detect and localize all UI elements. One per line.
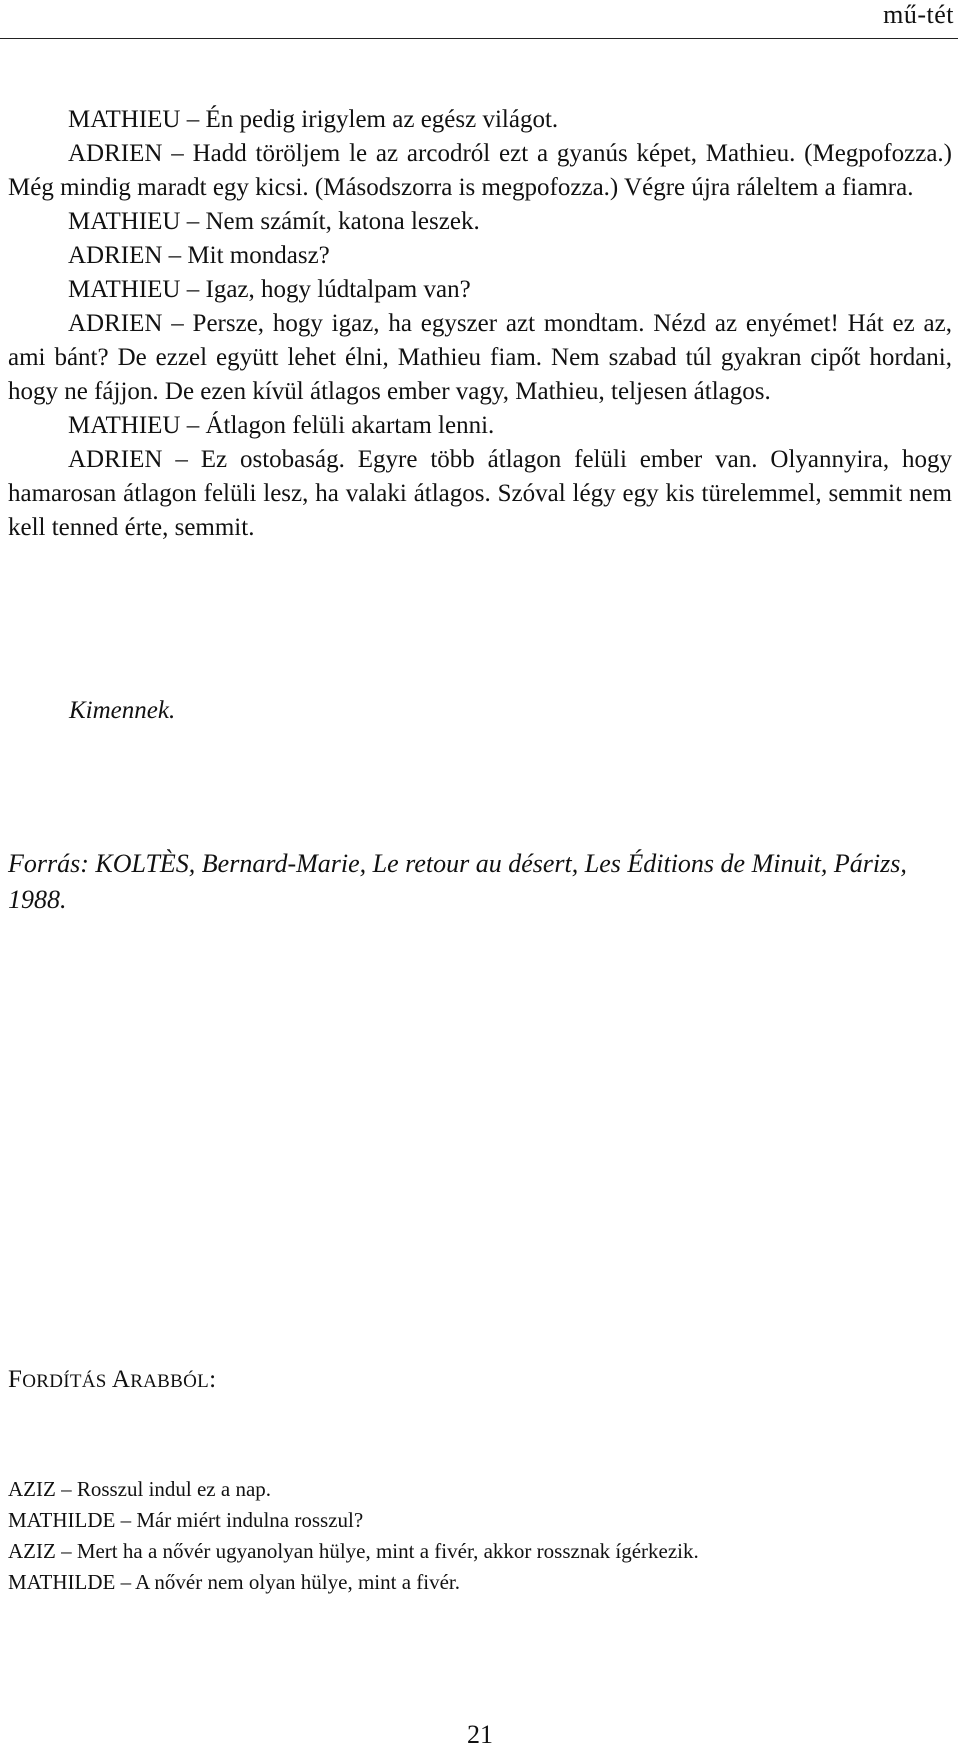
- translation-line: AZIZ – Rosszul indul ez a nap.: [8, 1477, 272, 1501]
- heading-initial-2: A: [111, 1366, 131, 1393]
- dialogue-line: ADRIEN – Ez ostobaság. Egyre több átlagon felüli ember van. Olyannyira, hogy hamarosan átlagon felüli lesz, ha valaki átlagos. Szóval légy egy kis türelemmel, semmit nem kell tenned érte, semmit.: [8, 446, 952, 541]
- dialogue-line: MATHIEU – Átlagon felüli akartam lenni.: [68, 412, 495, 439]
- dialogue-block: [8, 103, 952, 545]
- page-number: 21: [467, 1720, 493, 1749]
- dialogue-line: ADRIEN – Mit mondasz?: [68, 242, 330, 269]
- section-heading: [8, 1366, 216, 1394]
- journal-title: mű-tét: [883, 0, 954, 29]
- dialogue-line: MATHIEU – Én pedig irigylem az egész világot.: [68, 106, 559, 133]
- translation-line: MATHILDE – Már miért indulna rosszul?: [8, 1508, 364, 1532]
- translation-line: MATHILDE – A nővér nem olyan hülye, mint a fivér.: [8, 1570, 461, 1594]
- heading-rest-2: RABBÓL: [130, 1371, 210, 1392]
- dialogue-line: ADRIEN – Persze, hogy igaz, ha egyszer azt mondtam. Nézd az enyémet! Hát ez az, ami bánt? De ezzel együtt lehet élni, Mathieu fiam. Nem szabad túl gyakran cipőt hordani, hogy ne fájjon. De ezen kívül átlagos ember vagy, Mathieu, teljesen átlagos.: [8, 310, 952, 405]
- running-header: [0, 0, 958, 39]
- translation-line: AZIZ – Mert ha a nővér ugyanolyan hülye, mint a fivér, akkor rossznak ígérkezik.: [8, 1539, 699, 1563]
- translation-block: [8, 1474, 808, 1598]
- stage-direction: Kimennek.: [69, 697, 176, 724]
- source-citation: Forrás: KOLTÈS, Bernard-Marie, Le retour au désert, Les Éditions de Minuit, Párizs, 1988.: [8, 849, 907, 914]
- dialogue-line: ADRIEN – Hadd töröljem le az arcodról ezt a gyanús képet, Mathieu. (Megpofozza.) Még mindig maradt egy kicsi. (Másodszorra is megpofozza.) Végre újra ráleltem a fiamra.: [8, 140, 952, 201]
- heading-colon: :: [209, 1366, 217, 1393]
- heading-initial-1: F: [8, 1366, 23, 1393]
- dialogue-line: MATHIEU – Nem számít, katona leszek.: [68, 208, 480, 235]
- heading-rest-1: ORDÍTÁS: [22, 1371, 107, 1392]
- dialogue-line: MATHIEU – Igaz, hogy lúdtalpam van?: [68, 276, 471, 303]
